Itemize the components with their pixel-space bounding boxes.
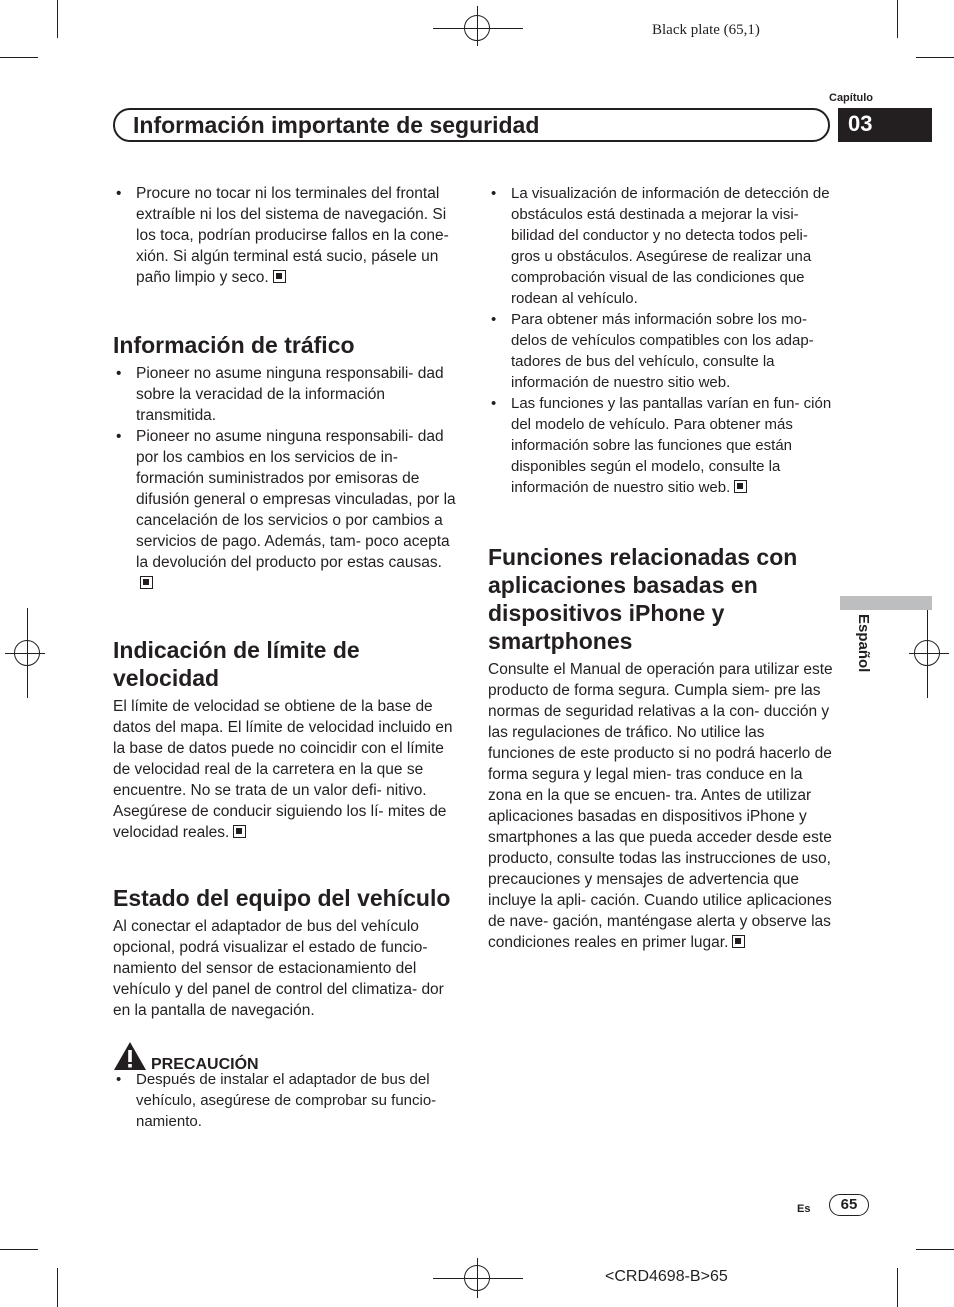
list-item: • Para obtener más información sobre los mo- delos de vehículos compatibles con los adap- tadores de bus del vehículo, consulte la información de nuestro sitio web.: [491, 311, 814, 391]
document-code: <CRD4698-B>65: [605, 1268, 728, 1285]
intro-bullets: [113, 183, 458, 288]
crop-mark: [57, 0, 58, 38]
left-column: [113, 183, 458, 1132]
crop-mark: [897, 0, 898, 38]
section-heading: Información de tráfico: [113, 332, 355, 358]
vehicle-bullets: [488, 183, 833, 498]
crop-mark: [916, 57, 954, 58]
language-label: Español: [855, 614, 872, 673]
chapter-badge: [838, 108, 932, 142]
crop-mark: [57, 1268, 58, 1307]
section-body: El límite de velocidad se obtiene de la base de datos del mapa. El límite de velocidad incluido en la base de datos puede no coincidir con el límite de velocidad real de la carretera en la que se encuentre. No se trata de un valor defi- nitivo. Asegúrese de conducir siguiendo los lí- mites de velocidad reales.: [113, 698, 453, 841]
list-item: • La visualización de información de detección de obstáculos está destinada a mejorar la visi- bilidad del conductor y no detecta todos peli- gros u obstáculos. Asegúrese de realizar una comprobación visual de las condiciones que rodean al vehículo.: [491, 185, 830, 307]
caution-label: PRECAUCIÓN: [151, 1056, 259, 1073]
section-heading: Estado del equipo del vehículo: [113, 885, 451, 911]
list-item: • Procure no tocar ni los terminales del frontal extraíble ni los del sistema de navegación. Si los toca, podrían producirse fallos en la cone- xión. Si algún terminal está sucio, pásele un paño limpio y seco.: [116, 185, 449, 286]
traffic-bullets: [113, 363, 458, 594]
list-item: • Pioneer no asume ninguna responsabili- dad por los cambios en los servicios de in- formación suministrados por emisoras de difusión general o empresas vinculadas, por la cancelación de los servicios o por cambios a servicios de pago. Además, tam- poco acepta la devolución del producto por estas causas.: [113, 426, 458, 594]
header-title: Información importante de seguridad: [133, 112, 540, 138]
caution-bullets: [113, 1069, 458, 1132]
header-bar: [113, 108, 830, 142]
end-mark-icon: [732, 935, 745, 948]
language-tab: [840, 596, 932, 610]
page-number-badge: [829, 1194, 869, 1216]
right-column: [488, 183, 833, 953]
crop-mark: [0, 57, 38, 58]
crop-mark: [0, 1249, 38, 1250]
crop-mark: [897, 1268, 898, 1307]
caution-block: [113, 1041, 458, 1071]
section-heading: Funciones relacionadas con aplicaciones basadas en dispositivos iPhone y smartphones: [488, 544, 798, 654]
list-item: • Pioneer no asume ninguna responsabili- dad sobre la veracidad de la información transmitida.: [116, 365, 444, 424]
section-body: Consulte el Manual de operación para utilizar este producto de forma segura. Cumpla siem- pre las normas de seguridad relativas a la con- ducción y las regulaciones de tráfico. No utilice las funciones de este producto si no podrá hacerlo de forma segura y legal mien- tras conduce en la zona en la que se encuen- tra. Antes de utilizar aplicaciones basadas en dispositivos iPhone y smartphones a las que pueda acceder desde este producto, consulte todas las instrucciones de uso, precauciones y mensajes de advertencia que incluye la apli- cación. Cuando utilice aplicaciones de nave- gación, manténgase alerta y observe las condiciones reales en primer lugar.: [488, 661, 833, 951]
section-body: Al conectar el adaptador de bus del vehículo opcional, podrá visualizar el estado de funcio- namiento del sensor de estacionamiento del vehículo y del panel de control del climatiza- dor en la pantalla de navegación.: [113, 918, 444, 1019]
list-item: • Las funciones y las pantallas varían en fun- ción del modelo de vehículo. Para obtener más información sobre las funciones que están disponibles según el modelo, consulte la información de nuestro sitio web.: [491, 395, 832, 496]
section-heading: Indicación de límite de velocidad: [113, 637, 360, 691]
end-mark-icon: [233, 825, 246, 838]
crop-mark: [916, 1249, 954, 1250]
page-number: 65: [840, 1196, 858, 1213]
plate-label: Black plate (65,1): [652, 22, 760, 38]
warning-icon: [113, 1041, 147, 1071]
language-label-wrap: [850, 614, 874, 694]
end-mark-icon: [734, 480, 747, 493]
chapter-number: 03: [848, 111, 873, 136]
language-code: Es: [797, 1203, 811, 1215]
list-item: • Después de instalar el adaptador de bus del vehículo, asegúrese de comprobar su funcio- namiento.: [116, 1071, 437, 1130]
end-mark-icon: [140, 576, 153, 589]
chapter-label: Capítulo: [829, 92, 873, 104]
end-mark-icon: [273, 270, 286, 283]
